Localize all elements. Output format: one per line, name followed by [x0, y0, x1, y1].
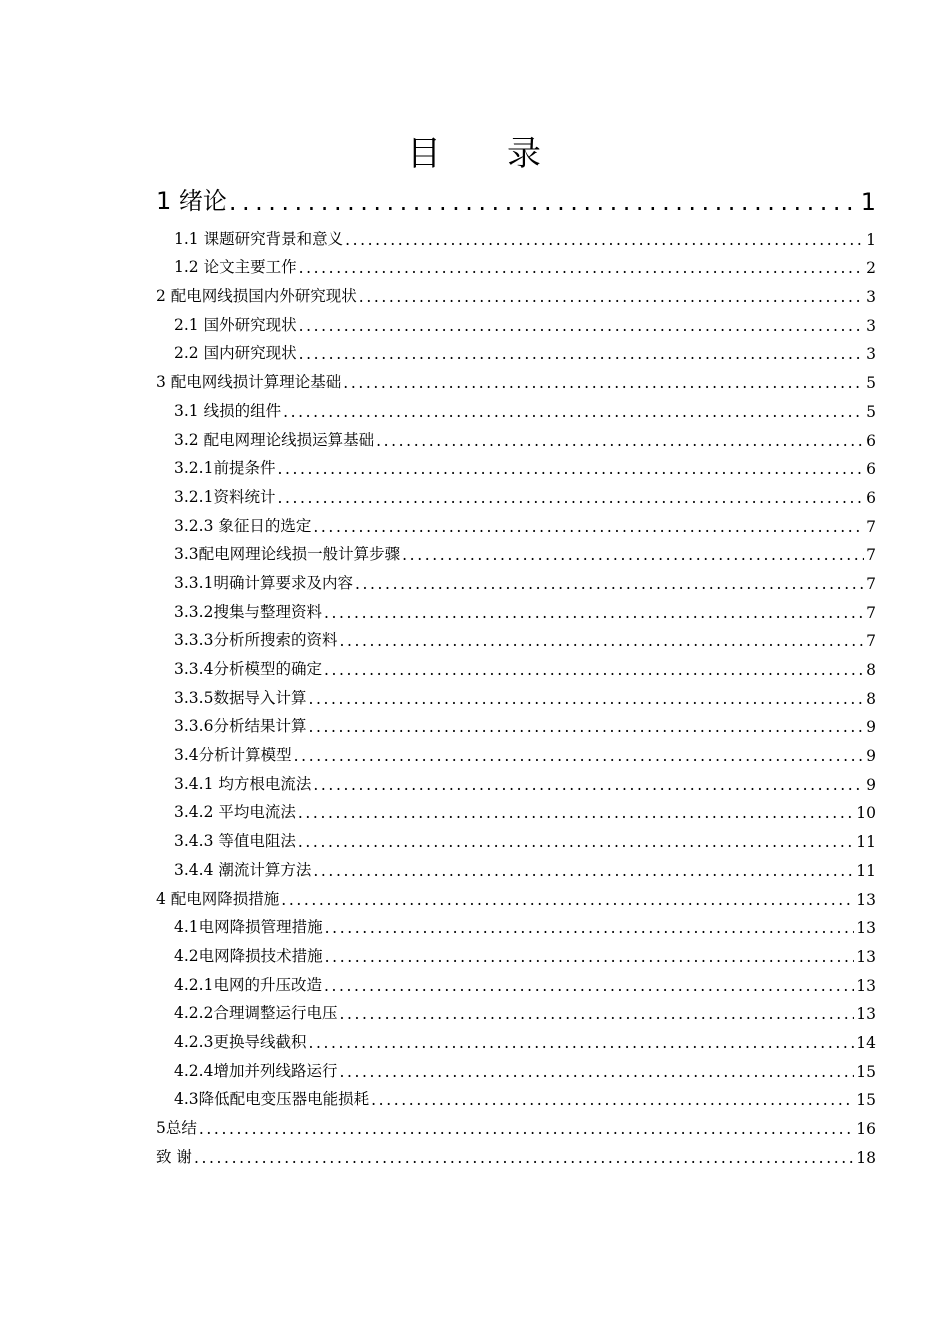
- dot-leader: [294, 747, 864, 765]
- toc-entry[interactable]: [156, 593, 876, 622]
- dot-leader: [345, 231, 864, 249]
- toc-entry-label: 致 谢: [156, 1147, 192, 1166]
- toc-entry-label: 3.4.3 等值电阻法: [174, 832, 296, 851]
- dot-leader: [299, 317, 865, 335]
- dot-leader: [277, 460, 864, 478]
- toc-entry-label: 3.3.3分析所搜索的资料: [174, 631, 338, 650]
- toc-entry[interactable]: [156, 937, 876, 966]
- toc-entry[interactable]: [156, 180, 876, 216]
- toc-page-number: 13: [856, 890, 876, 909]
- toc-entry[interactable]: [156, 822, 876, 851]
- dot-leader: [313, 776, 864, 794]
- toc-page-number: 3: [866, 345, 876, 364]
- toc-entry[interactable]: [156, 909, 876, 938]
- toc-page-number: 15: [856, 1091, 876, 1110]
- dot-leader: [355, 575, 864, 593]
- toc-page-number: 6: [866, 431, 876, 450]
- toc-entry-label: 3.3.4分析模型的确定: [174, 660, 322, 678]
- toc-entry[interactable]: [156, 564, 876, 593]
- toc-entry[interactable]: [156, 220, 876, 249]
- toc-entry-label: 3.2.1资料统计: [174, 487, 276, 506]
- toc-entry[interactable]: [156, 1109, 876, 1138]
- dot-leader: [339, 1005, 854, 1023]
- dot-leader: [308, 718, 864, 736]
- toc-entry[interactable]: [156, 650, 876, 679]
- dot-leader: [313, 518, 864, 536]
- toc-page-number: 6: [866, 460, 876, 479]
- toc-page-number: 9: [866, 775, 876, 794]
- toc-entry[interactable]: [156, 794, 876, 823]
- toc-entry[interactable]: [156, 1081, 876, 1110]
- toc-page-number: 11: [856, 861, 876, 880]
- toc-entry-label: 4.2.4增加并列线路运行: [174, 1061, 338, 1080]
- dot-leader: [277, 489, 864, 507]
- toc-entry[interactable]: [156, 765, 876, 794]
- toc-entry[interactable]: [156, 622, 876, 651]
- dot-leader: [283, 403, 864, 421]
- dot-leader: [199, 1120, 854, 1138]
- toc-entry[interactable]: [156, 536, 876, 565]
- toc-entry-label: 5总结: [156, 1119, 197, 1137]
- toc-entry[interactable]: [156, 507, 876, 536]
- toc-page-number: 18: [856, 1148, 876, 1167]
- toc-page-number: 13: [856, 1005, 876, 1024]
- toc-entry-label: 3.2.1前提条件: [174, 459, 276, 478]
- toc-entry-label: 2 配电网线损国内外研究现状: [156, 287, 357, 306]
- toc-page-number: 3: [866, 316, 876, 335]
- toc-entry[interactable]: [156, 421, 876, 450]
- toc-entry-label: 3.3.1明确计算要求及内容: [174, 573, 353, 592]
- toc-page-number: 8: [866, 689, 876, 708]
- toc-entry-label: 4.2电网降损技术措施: [174, 946, 323, 965]
- dot-leader: [298, 804, 854, 822]
- toc-page-number: 5: [866, 402, 876, 421]
- toc-entry-label: 4.3降低配电变压器电能损耗: [174, 1090, 370, 1109]
- toc-page-number: 6: [866, 488, 876, 507]
- toc-entry-label: 3.1 线损的组件: [174, 401, 282, 420]
- toc-entry[interactable]: [156, 335, 876, 364]
- dot-leader: [324, 977, 854, 995]
- toc-page-number: 7: [866, 517, 876, 536]
- title-char-1: 目: [407, 134, 443, 174]
- toc-entry-label: 3.4.1 均方根电流法: [174, 774, 312, 793]
- toc-page-number: 1: [860, 188, 876, 216]
- toc-page-number: 1: [866, 230, 876, 249]
- dot-leader: [299, 345, 865, 363]
- toc-entry[interactable]: [156, 1138, 876, 1167]
- toc-page-number: 9: [866, 747, 876, 766]
- dot-leader: [343, 374, 864, 392]
- toc-page-number: 15: [856, 1062, 876, 1081]
- toc-page-number: 3: [866, 288, 876, 307]
- toc-entry-label: 4.1电网降损管理措施: [174, 918, 323, 937]
- toc-entry[interactable]: [156, 1052, 876, 1081]
- toc-entry-label: 3.2.3 象征日的选定: [174, 516, 312, 535]
- toc-page-number: 7: [866, 546, 876, 565]
- toc-entry-label: 3.4.2 平均电流法: [174, 803, 296, 822]
- toc-page-number: 9: [866, 718, 876, 737]
- dot-leader: [371, 1091, 854, 1109]
- dot-leader: [194, 1149, 854, 1167]
- toc-entry[interactable]: [156, 392, 876, 421]
- dot-leader: [339, 632, 864, 650]
- toc-entry-label: 4 配电网降损措施: [156, 889, 280, 908]
- dot-leader: [325, 919, 855, 937]
- toc-entry-label: 2.1 国外研究现状: [174, 315, 297, 334]
- toc-page-number: 5: [866, 374, 876, 393]
- table-of-contents: [156, 180, 876, 1167]
- toc-entry-label: 2.2 国内研究现状: [174, 344, 297, 363]
- dot-leader: [402, 546, 864, 564]
- toc-entry[interactable]: [156, 851, 876, 880]
- toc-page-number: 14: [856, 1033, 876, 1052]
- dot-leader: [229, 188, 859, 216]
- toc-entry-label: 3.4.4 潮流计算方法: [174, 860, 312, 879]
- toc-entry[interactable]: [156, 363, 876, 392]
- toc-page-number: 11: [856, 833, 876, 852]
- toc-entry-label: 1.1 课题研究背景和意义: [174, 229, 344, 248]
- toc-entry[interactable]: [156, 736, 876, 765]
- dot-leader: [324, 661, 864, 679]
- dot-leader: [325, 948, 855, 966]
- dot-leader: [339, 1063, 854, 1081]
- dot-leader: [299, 259, 865, 277]
- title-char-2: 录: [507, 134, 543, 174]
- toc-entry-label: 3.3.5数据导入计算: [174, 688, 307, 707]
- dot-leader: [308, 690, 864, 708]
- toc-page-number: 13: [856, 947, 876, 966]
- toc-page-number: 10: [856, 804, 876, 823]
- toc-entry[interactable]: [156, 249, 876, 278]
- toc-entry[interactable]: [156, 1023, 876, 1052]
- toc-entry[interactable]: [156, 306, 876, 335]
- toc-entry-label: 4.2.1电网的升压改造: [174, 975, 322, 994]
- dot-leader: [324, 604, 864, 622]
- dot-leader: [281, 891, 854, 909]
- toc-entry[interactable]: [156, 880, 876, 909]
- dot-leader: [376, 432, 864, 450]
- toc-page-number: 13: [856, 976, 876, 995]
- toc-page-number: 7: [866, 574, 876, 593]
- toc-page-number: 13: [856, 919, 876, 938]
- toc-entry-label: 1.2 论文主要工作: [174, 258, 297, 277]
- dot-leader: [313, 862, 854, 880]
- toc-entry[interactable]: [156, 277, 876, 306]
- toc-entry[interactable]: [156, 450, 876, 479]
- toc-page-number: 7: [866, 632, 876, 651]
- dot-leader: [298, 833, 854, 851]
- toc-entry[interactable]: [156, 966, 876, 995]
- toc-entry[interactable]: [156, 679, 876, 708]
- toc-entry[interactable]: [156, 708, 876, 737]
- toc-entry-label: 3.3.6分析结果计算: [174, 717, 307, 736]
- dot-leader: [359, 288, 864, 306]
- dot-leader: [308, 1034, 854, 1052]
- toc-entry-label: 3.3.2搜集与整理资料: [174, 602, 322, 621]
- toc-entry-label: 4.2.2合理调整运行电压: [174, 1004, 338, 1023]
- toc-entry[interactable]: [156, 995, 876, 1024]
- toc-page-number: 16: [856, 1120, 876, 1138]
- toc-entry-label: 4.2.3更换导线截积: [174, 1032, 307, 1051]
- toc-page-number: 8: [866, 661, 876, 679]
- toc-entry-label: 3.2 配电网理论线损运算基础: [174, 430, 375, 449]
- toc-entry-label: 1 绪论: [156, 187, 227, 215]
- toc-entry-label: 3.3配电网理论线损一般计算步骤: [174, 545, 401, 564]
- toc-page-number: 2: [866, 259, 876, 278]
- toc-entry-label: 3.4分析计算模型: [174, 746, 292, 765]
- toc-entry-label: 3 配电网线损计算理论基础: [156, 373, 342, 392]
- toc-entry[interactable]: [156, 478, 876, 507]
- toc-page-number: 7: [866, 603, 876, 622]
- page-title: [0, 130, 950, 178]
